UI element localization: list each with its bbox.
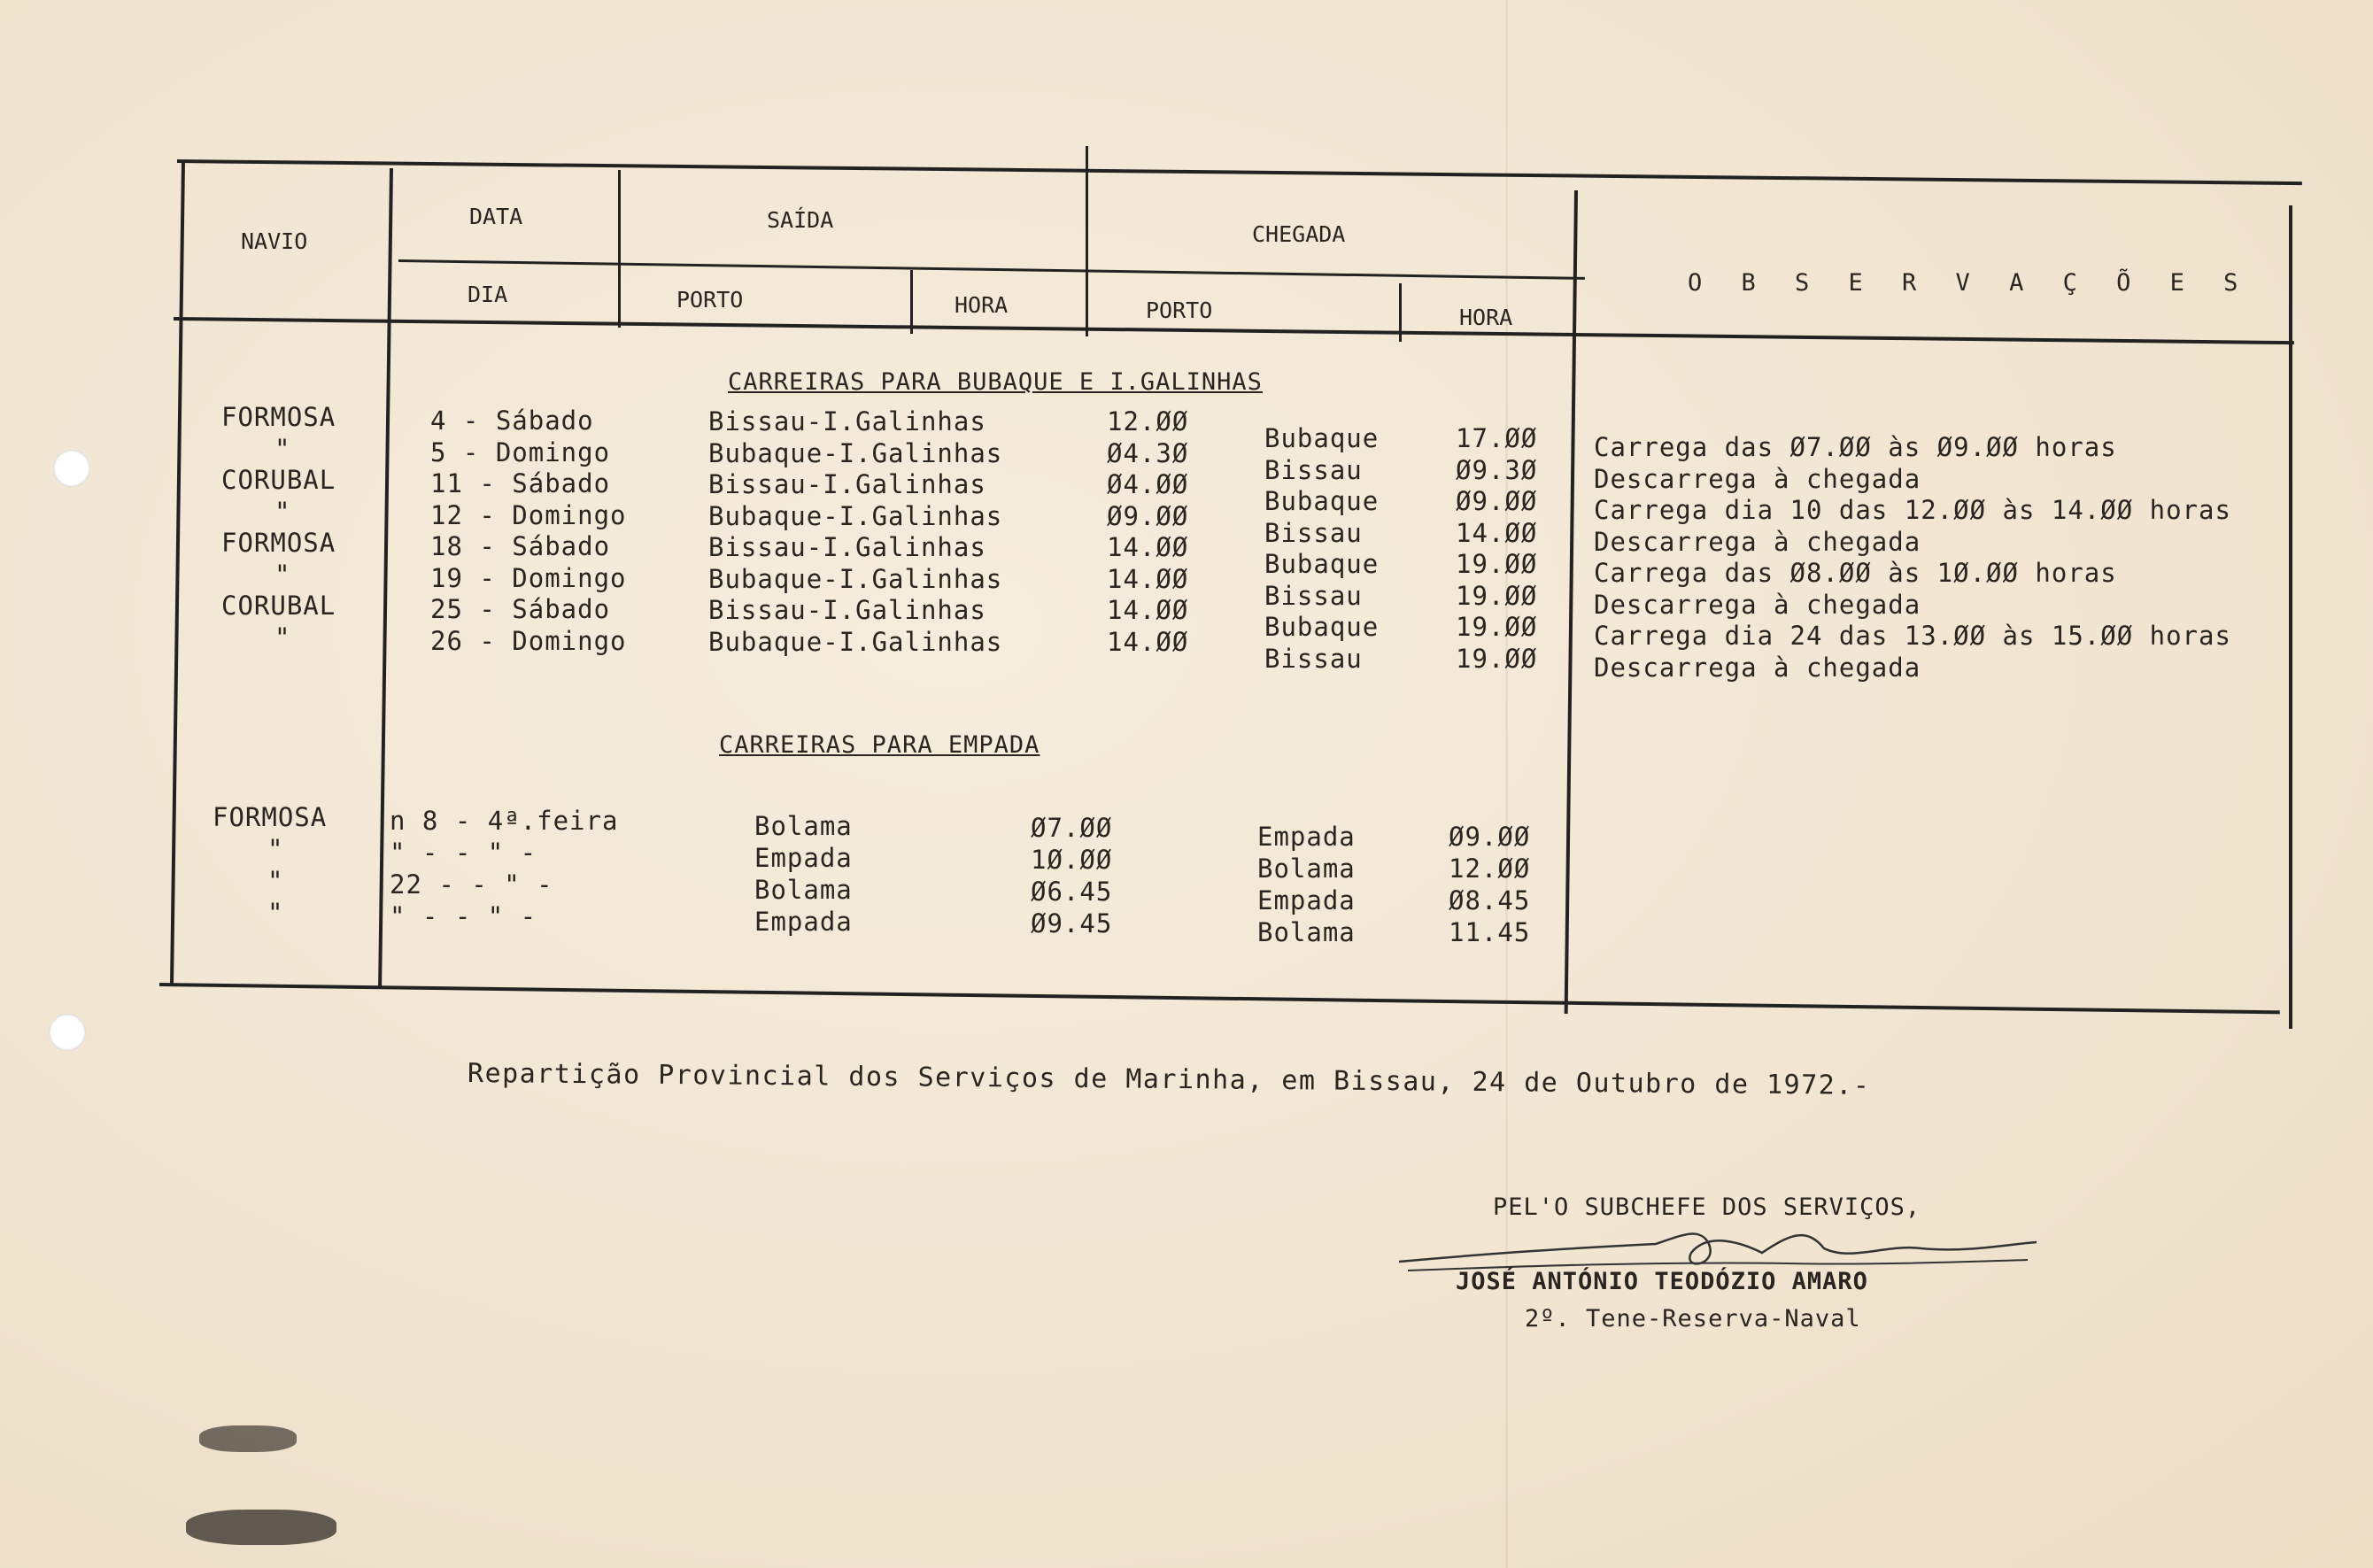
row-hora-saida: Ø4.ØØ [1107,469,1189,499]
row-dia: " - - " - [390,838,537,868]
row-navio: " [274,622,291,653]
row-hora-saida: 14.ØØ [1107,563,1189,594]
row-hora-saida: Ø9.45 [1031,908,1113,938]
row-porto-saida: Bolama [754,875,853,905]
row-porto-chegada: Bubaque [1264,612,1380,642]
row-hora-chegada: Ø9.ØØ [1456,486,1538,516]
row-porto-saida: Bissau-I.Galinhas [708,595,986,625]
col-divider-data [618,170,621,328]
row-hora-saida: 1Ø.ØØ [1031,845,1113,875]
row-hora-chegada: 12.ØØ [1449,854,1531,884]
header-saida: SAÍDA [767,207,834,233]
section-title-empada: CARREIRAS PARA EMPADA [719,731,1040,759]
row-porto-saida: Bissau-I.Galinhas [708,406,986,436]
paper-fold [1505,0,1508,1568]
row-dia: " - - " - [390,901,537,931]
row-navio: FORMOSA [221,402,336,432]
ink-stain [186,1510,336,1545]
row-dia: 12 - Domingo [430,499,627,530]
row-porto-chegada: Bolama [1257,917,1356,947]
row-hora-chegada: Ø8.45 [1449,885,1531,915]
row-dia: 22 - - " - [390,869,553,900]
signature-on-behalf: PEL'O SUBCHEFE DOS SERVIÇOS, [1493,1193,1921,1221]
row-navio: " [274,433,291,464]
observacao-line: Carrega das Ø8.ØØ às 1Ø.ØØ horas [1594,558,2117,588]
row-porto-saida: Bolama [754,811,853,841]
row-porto-saida: Bubaque-I.Galinhas [708,500,1003,531]
row-porto-chegada: Empada [1257,885,1356,915]
observacao-line: Carrega dia 24 das 13.ØØ às 15.ØØ horas [1594,621,2231,651]
row-hora-chegada: 19.ØØ [1456,643,1538,674]
row-porto-chegada: Bissau [1264,517,1363,548]
row-dia: 25 - Sábado [430,594,611,624]
row-hora-saida: 14.ØØ [1107,532,1189,562]
row-porto-chegada: Bissau [1264,643,1363,674]
observacao-line: Descarrega à chegada [1594,463,1921,494]
row-hora-saida: 12.ØØ [1107,406,1189,436]
punch-hole-top [53,450,90,487]
col-divider-chegada-hora [1399,283,1402,342]
observacao-line: Descarrega à chegada [1594,652,1921,683]
row-hora-saida: Ø4.3Ø [1107,437,1189,468]
row-porto-saida: Empada [754,843,853,873]
row-porto-chegada: Bissau [1264,580,1363,611]
row-porto-saida: Bissau-I.Galinhas [708,469,986,499]
row-porto-saida: Bissau-I.Galinhas [708,532,986,562]
section-title-bubaque: CARREIRAS PARA BUBAQUE E I.GALINHAS [728,368,1263,396]
row-hora-saida: 14.ØØ [1107,626,1189,657]
row-porto-saida: Bubaque-I.Galinhas [708,626,1003,657]
row-hora-saida: Ø7.ØØ [1031,813,1113,843]
row-navio: " [274,559,291,590]
row-dia: 19 - Domingo [430,562,627,593]
row-porto-chegada: Bubaque [1264,549,1380,579]
header-navio: NAVIO [241,228,308,254]
row-hora-chegada: 19.ØØ [1456,612,1538,642]
signature-name: JOSÉ ANTÓNIO TEODÓZIO AMARO [1456,1268,1868,1295]
observacao-line: Carrega das Ø7.ØØ às Ø9.ØØ horas [1594,432,2117,462]
row-porto-saida: Bubaque-I.Galinhas [708,437,1003,468]
row-porto-saida: Empada [754,907,853,937]
signature-rank: 2º. Tene-Reserva-Naval [1525,1305,1861,1332]
row-porto-chegada: Bissau [1264,454,1363,485]
row-dia: 18 - Sábado [430,531,611,561]
header-porto-chegada: PORTO [1146,297,1213,323]
row-hora-chegada: 14.ØØ [1456,517,1538,548]
col-divider-saida-chegada [1086,146,1088,336]
row-porto-saida: Bubaque-I.Galinhas [708,563,1003,594]
header-data: DATA [469,204,523,229]
row-hora-chegada: 19.ØØ [1456,580,1538,611]
row-navio: " [274,496,291,527]
ink-stain [199,1425,297,1452]
row-hora-chegada: 11.45 [1449,917,1531,947]
row-navio: CORUBAL [221,591,336,621]
observacao-line: Carrega dia 10 das 12.ØØ às 14.ØØ horas [1594,495,2231,525]
row-dia: 4 - Sábado [430,406,594,436]
table-border-right [2289,205,2292,1029]
punch-hole-bottom [49,1014,86,1051]
row-dia: n 8 - 4ª.feira [390,806,619,836]
row-porto-chegada: Bolama [1257,854,1356,884]
row-dia: 11 - Sábado [430,468,611,498]
header-dia: DIA [468,282,508,307]
row-porto-chegada: Bubaque [1264,423,1380,453]
row-navio: " [267,866,284,896]
row-hora-saida: Ø6.45 [1031,877,1113,907]
row-navio: FORMOSA [221,528,336,558]
observacao-line: Descarrega à chegada [1594,589,1921,620]
row-dia: 26 - Domingo [430,625,627,656]
col-divider-saida-hora [910,270,913,334]
row-hora-saida: 14.ØØ [1107,595,1189,625]
row-navio: " [267,898,284,928]
header-hora-chegada: HORA [1459,305,1513,330]
header-porto-saida: PORTO [676,287,744,313]
footer-place-date: Repartição Provincial dos Serviços de Marinha, em Bissau, 24 de Outubro de 1972.- [467,1058,1871,1101]
row-navio: CORUBAL [221,465,336,495]
header-chegada: CHEGADA [1252,221,1346,247]
row-hora-chegada: Ø9.3Ø [1456,454,1538,485]
observacao-line: Descarrega à chegada [1594,526,1921,557]
header-hora-saida: HORA [955,292,1009,318]
row-navio: FORMOSA [213,802,328,832]
row-porto-chegada: Bubaque [1264,486,1380,516]
row-hora-saida: Ø9.ØØ [1107,500,1189,531]
row-dia: 5 - Domingo [430,436,611,467]
row-porto-chegada: Empada [1257,822,1356,852]
header-observacoes: O B S E R V A Ç Õ E S [1688,269,2251,297]
row-hora-chegada: 19.ØØ [1456,549,1538,579]
row-hora-chegada: 17.ØØ [1456,423,1538,453]
row-hora-chegada: Ø9.ØØ [1449,822,1531,852]
row-navio: " [267,834,284,864]
